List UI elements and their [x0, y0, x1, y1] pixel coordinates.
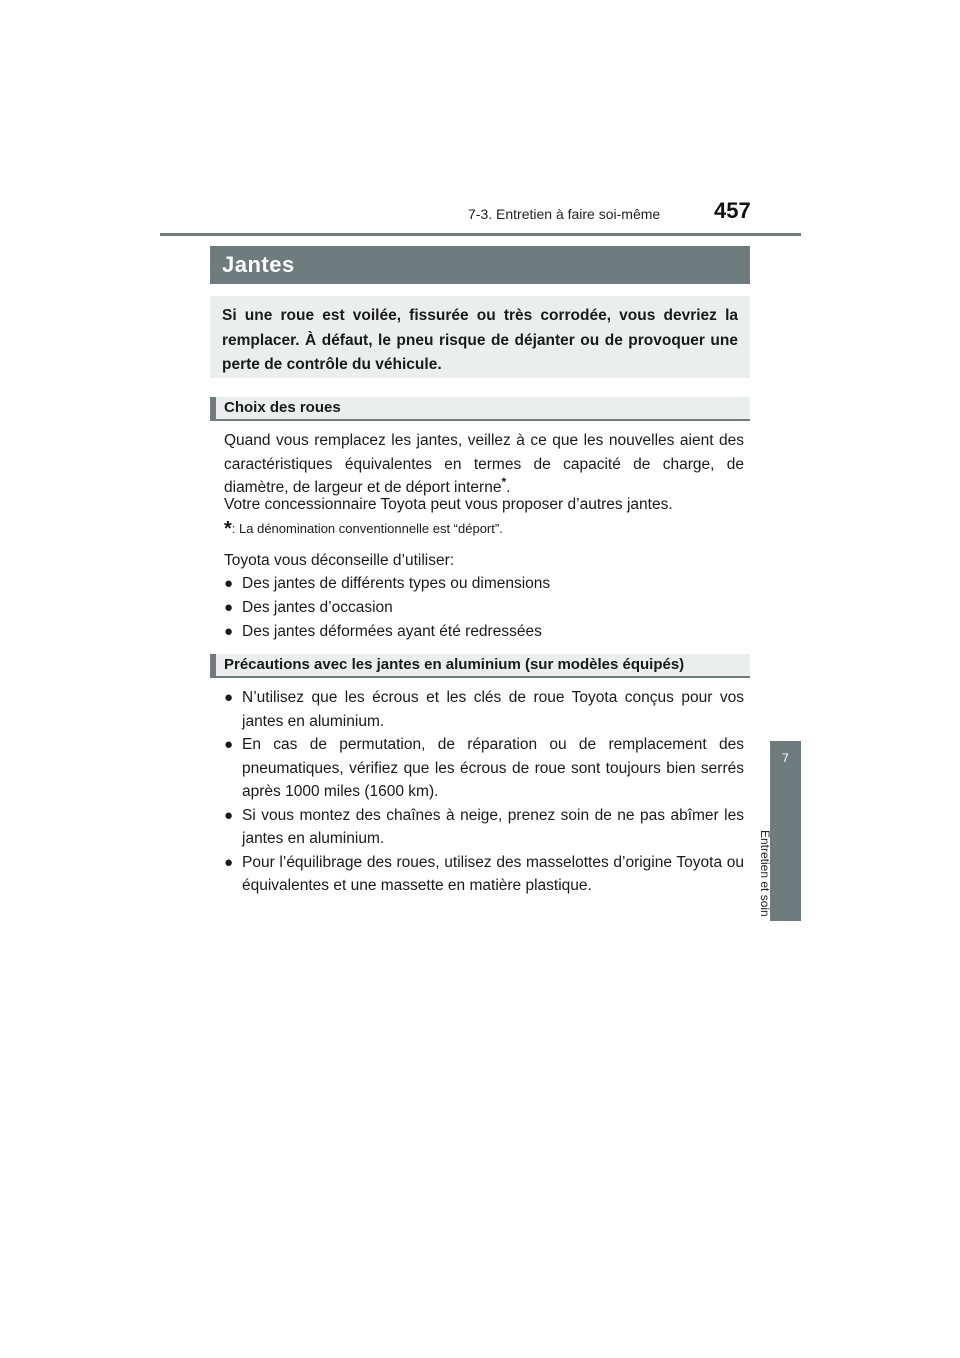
list-item-text: Des jantes déformées ayant été redressées: [242, 623, 542, 640]
list-item-text: N’utilisez que les écrous et les clés de roue Toyota conçus pour vos jantes en aluminium.: [242, 689, 744, 730]
list-item: [224, 804, 744, 851]
section-heading-aluminium-precautions: Précautions avec les jantes en aluminium (sur modèles équipés): [210, 654, 750, 678]
bullet-icon: ●: [224, 806, 234, 824]
section-breadcrumb: 7-3. Entretien à faire soi-même: [468, 206, 661, 222]
list-item: [224, 733, 744, 804]
list-item-text: En cas de permutation, de réparation ou de remplacement des pneumatiques, vérifiez que les écrous de roue sont toujours bien serrés après 1000 miles (1600 km).: [242, 736, 744, 800]
page-title: Jantes: [222, 252, 295, 277]
bullet-icon: ●: [224, 623, 234, 640]
aluminium-precautions-list: [224, 686, 744, 898]
list-item-text: Pour l’équilibrage des roues, utilisez des masselottes d’origine Toyota ou équivalentes et une massette en matière plastique.: [242, 853, 744, 894]
wheel-choice-text: Quand vous remplacez les jantes, veillez à ce que les nouvelles aient des caractéristiques équivalentes en termes de capacité de charge, de diamètre, de largeur et de déport interne: [224, 432, 744, 496]
list-item-text: Des jantes de différents types ou dimensions: [242, 575, 551, 592]
bullet-icon: ●: [224, 689, 234, 706]
footnote-marker: *: [501, 474, 507, 489]
advice-intro: Toyota vous déconseille d’utiliser:: [224, 552, 455, 569]
section-heading-wheel-choice: Choix des roues: [210, 397, 750, 421]
footnote-text: : La dénomination conventionnelle est “déport”.: [231, 521, 503, 536]
bullet-icon: ●: [224, 575, 234, 592]
list-item-text: Des jantes d’occasion: [242, 599, 393, 616]
chapter-tab-number: 7: [782, 751, 789, 765]
list-item: [224, 686, 744, 733]
wheel-choice-period: .: [506, 479, 511, 496]
page-number: 457: [714, 198, 751, 223]
bullet-icon: ●: [224, 599, 234, 616]
dealer-paragraph: Votre concessionnaire Toyota peut vous proposer d’autres jantes.: [224, 496, 673, 513]
header-divider: [160, 233, 801, 236]
footnote-star: *: [224, 518, 232, 540]
wheel-choice-paragraph: [224, 429, 744, 500]
avoid-wheels-list: [224, 572, 744, 644]
bullet-icon: ●: [224, 853, 234, 871]
list-item: [224, 596, 744, 620]
page-title-bar: [210, 246, 750, 284]
intro-summary: Si une roue est voilée, fissurée ou très corrodée, vous devriez la remplacer. À défaut, le pneu risque de déjanter ou de provoquer une perte de contrôle du véhicule.: [210, 296, 750, 378]
bullet-icon: ●: [224, 736, 234, 753]
list-item: [224, 851, 744, 898]
list-item-text: Si vous montez des chaînes à neige, prenez soin de ne pas abîmer les jantes en aluminium.: [242, 806, 744, 847]
list-item: [224, 572, 744, 596]
footnote: [224, 518, 744, 541]
list-item: [224, 620, 744, 644]
chapter-tab-label: Entretien et soin: [758, 830, 772, 917]
